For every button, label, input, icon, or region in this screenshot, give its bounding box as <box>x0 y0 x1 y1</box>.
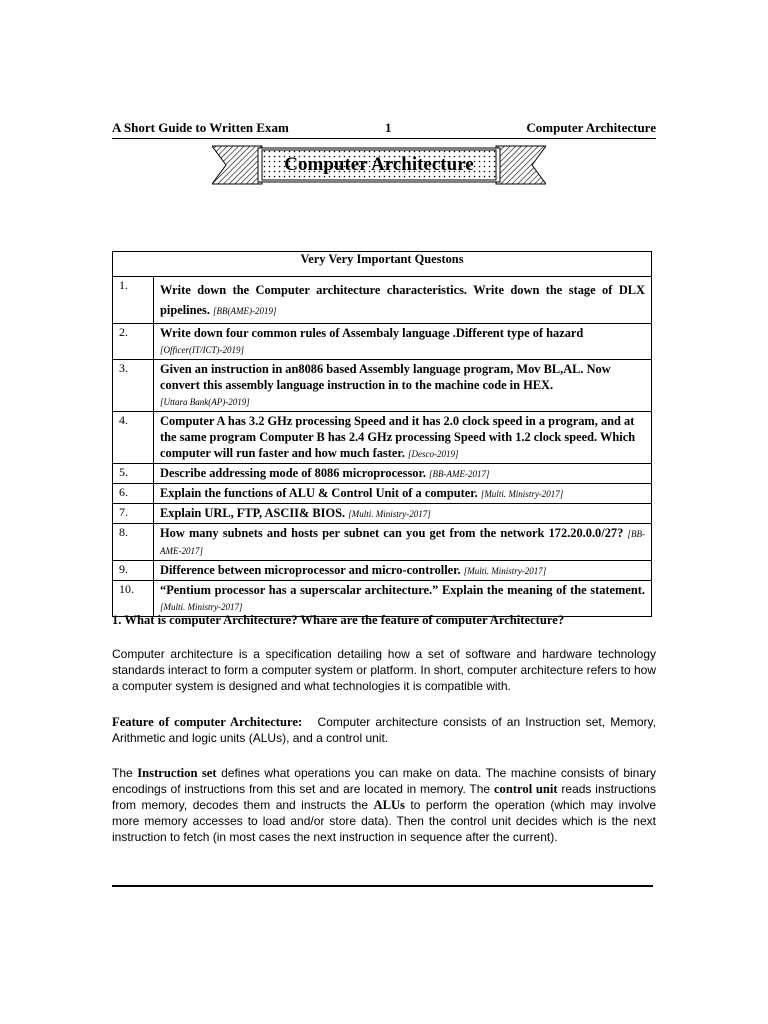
term-instruction-set: Instruction set <box>137 766 217 780</box>
question-number: 6. <box>113 484 154 504</box>
table-row <box>113 277 652 324</box>
page-header <box>112 120 656 139</box>
section-heading: 1. What is computer Architecture? Whare are the feature of computer Architecture? <box>112 613 565 627</box>
definition-paragraph: Computer architecture is a specification detailing how a set of software and hardware technology standards interact to form a computer system or platform. In short, computer architecture refers to how a computer system is designed and what technologies it is compatible with. <box>112 647 656 693</box>
term-control-unit: control unit <box>493 782 558 796</box>
question-text: Write down four common rules of Assembaly language .Different type of hazard [Officer(IT/ICT)-2019] <box>154 324 652 360</box>
question-number: 5. <box>113 464 154 484</box>
question-source: [Officer(IT/ICT)-2019] <box>160 345 244 355</box>
question-source: [Multi. Ministry-2017] <box>160 602 243 612</box>
question-number: 10. <box>113 581 154 617</box>
table-row <box>113 504 652 524</box>
question-number: 9. <box>113 561 154 581</box>
question-number: 8. <box>113 524 154 561</box>
question-text: Describe addressing mode of 8086 microprocessor. [BB-AME-2017] <box>154 464 652 484</box>
question-text: Write down the Computer architecture characteristics. Write down the stage of DLX pipelines. [BB(AME)-2019] <box>154 277 652 324</box>
question-source: [Multi. Ministry-2017] <box>480 489 564 499</box>
table-row <box>113 360 652 412</box>
table-row <box>113 484 652 504</box>
chapter-title: Computer Architecture <box>284 154 474 175</box>
table-row <box>113 412 652 464</box>
header-chapter-title: Computer Architecture <box>526 120 656 135</box>
question-source: [Multi. Ministry-2017] <box>463 566 547 576</box>
header-book-title: A Short Guide to Written Exam <box>112 120 289 135</box>
table-row <box>113 524 652 561</box>
table-row <box>113 581 652 617</box>
term-alus: ALUs <box>373 798 405 812</box>
question-source: [BB-AME-2017] <box>160 529 645 556</box>
table-row <box>113 561 652 581</box>
footer-rule <box>112 885 653 887</box>
table-row <box>113 464 652 484</box>
question-text: Explain URL, FTP, ASCII& BIOS. [Multi. Ministry-2017] <box>154 504 652 524</box>
question-number: 4. <box>113 412 154 464</box>
question-text: “Pentium processor has a superscalar architecture.” Explain the meaning of the statement. [Multi. Ministry-2017] <box>154 581 652 617</box>
question-source: [Multi. Ministry-2017] <box>348 509 431 519</box>
question-number: 1. <box>113 277 154 324</box>
important-questions-table <box>112 251 652 617</box>
feature-text: Computer architecture consists of an Instruction set, Memory, Arithmetic and logic units (ALUs), and a control unit. <box>112 715 656 745</box>
question-text: How many subnets and hosts per subnet can you get from the network 172.20.0.0/27? [BB-AME-2017] <box>154 524 652 561</box>
question-number: 7. <box>113 504 154 524</box>
table-row <box>113 324 652 360</box>
question-source: [BB-AME-2017] <box>429 469 490 479</box>
instruction-set-paragraph: The Instruction set defines what operations you can make on data. The machine consists of binary encodings of instructions from this set and are located in memory. The control unit reads instructions from memory, decodes them and instructs the ALUs to perform the operation (which may involve more memory accesses to load and/or store data). Then the control unit decides which is the next instruction to fetch (in most cases the next instruction in sequence after the current). <box>112 766 657 844</box>
feature-label: Feature of computer Architecture: <box>112 715 303 729</box>
question-number: 3. <box>113 360 154 412</box>
table-heading: Very Very Important Questons <box>113 252 652 277</box>
question-text: Explain the functions of ALU & Control Unit of a computer. [Multi. Ministry-2017] <box>154 484 652 504</box>
question-number: 2. <box>113 324 154 360</box>
question-text: Computer A has 3.2 GHz processing Speed and it has 2.0 clock speed in a program, and at the same program Computer B has 2.4 GHz processing Speed with 1.2 clock speed. Which computer will run faster and how much faster. [Desco-2019] <box>154 412 652 464</box>
header-page-number: 1 <box>385 120 392 135</box>
feature-paragraph <box>112 714 656 746</box>
question-text: Difference between microprocessor and micro-controller. [Multi. Ministry-2017] <box>154 561 652 581</box>
chapter-banner <box>212 144 546 186</box>
question-source: [BB(AME)-2019] <box>213 306 277 316</box>
question-source: [Uttara Bank(AP)-2019] <box>160 397 250 407</box>
question-text: Given an instruction in an8086 based Assembly language program, Mov BL,AL. Now convert this assembly language instruction in to the machine code in HEX. [Uttara Bank(AP)-2019] <box>154 360 652 412</box>
question-source: [Desco-2019] <box>407 449 459 459</box>
